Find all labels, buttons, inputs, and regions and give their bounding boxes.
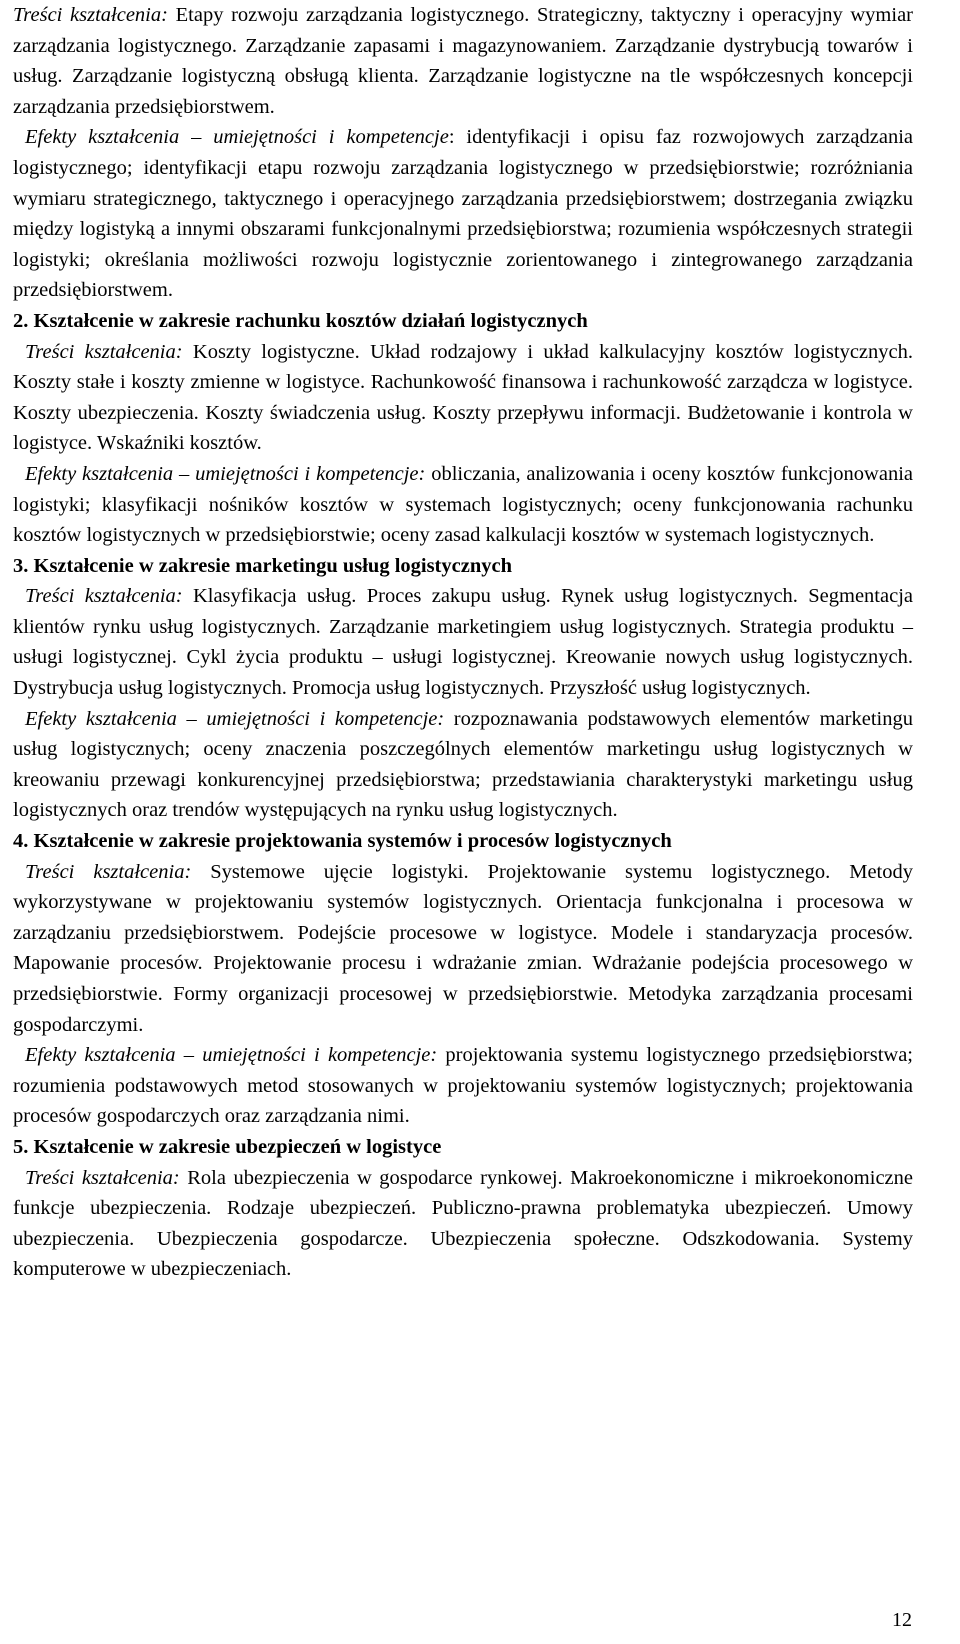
section-heading: 2. Kształcenie w zakresie rachunku kosztów działań logistycznych [13,309,588,332]
section-effects-paragraph [13,1040,913,1132]
content-label: Treści kształcenia: [25,860,192,883]
effects-label: Efekty kształcenia – umiejętności i kompetencje: [25,1044,438,1067]
intro-content-paragraph [13,0,913,122]
section-effects-paragraph [13,459,913,551]
effects-label: Efekty kształcenia – umiejętności i kompetencje: [25,462,426,485]
content-text: Klasyfikacja usług. Proces zakupu usług. Rynek usług logistycznych. Segmentacja klientów rynku usług logistycznych. Zarządzanie marketingiem usług logistycznych. Strategia produktu – usługi logistycznej. Cykl życia produktu – usługi logistycznej. Kreowanie nowych usług logistycznych. Dystrybucja usług logistycznych. Promocja usług logistycznych. Przyszłość usług logistycznych. [13,585,913,700]
effects-text: rozpoznawania podstawowych elementów marketingu usług logistycznych; oceny znaczenia poszczególnych elementów marketingu usług logistycznych w kreowaniu przewagi konkurencyjnej przedsiębiorstwa; przedstawiania charakterystyki marketingu usług logistycznych oraz trendów występujących na rynku usług logistycznych. [13,707,913,822]
page-number: 12 [892,1609,912,1631]
content-label: Treści kształcenia: [13,4,168,26]
section-heading: 3. Kształcenie w zakresie marketingu usług logistycznych [13,554,512,577]
content-text: Etapy rozwoju zarządzania logistycznego. Strategiczny, taktyczny i operacyjny wymiar zarządzania logistycznego. Zarządzanie zapasami i magazynowaniem. Zarządzanie dystrybucją towarów i usług. Zarządzanie logistyczną obsługą klienta. Zarządzanie logistyczne na tle współczesnych koncepcji zarządzania przedsiębiorstwem. [13,4,913,118]
effects-label: Efekty kształcenia – umiejętności i kompetencje [25,126,449,149]
content-text: Koszty logistyczne. Układ rodzajowy i układ kalkulacyjny kosztów logistycznych. Koszty stałe i koszty zmienne w logistyce. Rachunkowość finansowa i rachunkowość zarządcza w logistyce. Koszty ubezpieczenia. Koszty świadczenia usług. Koszty przepływu informacji. Budżetowanie i kontrola w logistyce. Wskaźniki kosztów. [13,340,914,455]
effects-label: Efekty kształcenia – umiejętności i kompetencje: [25,707,445,730]
content-text: Systemowe ujęcie logistyki. Projektowanie systemu logistycznego. Metody wykorzystywane w projektowaniu systemów logistycznych. Orientacja funkcjonalna i procesowa w zarządzaniu przedsiębiorstwem. Podejście procesowe w logistyce. Modele i standaryzacja procesów. Mapowanie procesów. Projektowanie procesu i wdrażanie zmian. Wdrażanie podejścia procesowego w przedsiębiorstwie. Formy organizacji procesowej w przedsiębiorstwie. Metodyka zarządzania procesami gospodarczymi. [13,860,913,1036]
document-page [13,0,913,1285]
section-heading: 5. Kształcenie w zakresie ubezpieczeń w logistyce [13,1135,442,1158]
section-effects-paragraph [13,704,913,826]
section-content-paragraph [13,857,913,1041]
section-content-paragraph [13,1163,913,1285]
intro-effects-paragraph [13,122,913,306]
effects-text: obliczania, analizowania i oceny kosztów funkcjonowania logistyki; klasyfikacji nośników kosztów w systemach logistycznych; oceny funkcjonowania rachunku kosztów logistycznych w przedsiębiorstwie; oceny zasad kalkulacji kosztów w systemach logistycznych. [13,462,913,547]
section-content-paragraph [13,581,913,703]
content-label: Treści kształcenia: [25,585,183,608]
section-heading: 4. Kształcenie w zakresie projektowania systemów i procesów logistycznych [13,830,672,853]
effects-text: projektowania systemu logistycznego przedsiębiorstwa; rozumienia podstawowych metod stosowanych w projektowaniu systemów logistycznych; projektowania procesów gospodarczych oraz zarządzania nimi. [13,1044,913,1128]
section-content-paragraph [13,337,913,459]
content-label: Treści kształcenia: [25,1166,180,1189]
effects-text: : identyfikacji i opisu faz rozwojowych zarządzania logistycznego; identyfikacji etapu rozwoju zarządzania logistycznego w przedsiębiorstwie; rozróżniania wymiaru strategicznego, taktycznego i operacyjnego zarządzania przedsiębiorstwem; dostrzegania związku między logistyką a innymi obszarami funkcjonalnymi przedsiębiorstwa; rozumienia współczesnych strategii logistyki; określania możliwości rozwoju logistycznie zorientowanego i zintegrowanego zarządzania przedsiębiorstwem. [13,126,913,302]
content-label: Treści kształcenia: [25,340,183,363]
content-text: Rola ubezpieczenia w gospodarce rynkowej. Makroekonomiczne i mikroekonomiczne funkcje ubezpieczenia. Rodzaje ubezpieczeń. Publiczno-prawna problematyka ubezpieczeń. Umowy ubezpieczenia. Ubezpieczenia gospodarcze. Ubezpieczenia społeczne. Odszkodowania. Systemy komputerowe w ubezpieczeniach. [13,1166,913,1281]
